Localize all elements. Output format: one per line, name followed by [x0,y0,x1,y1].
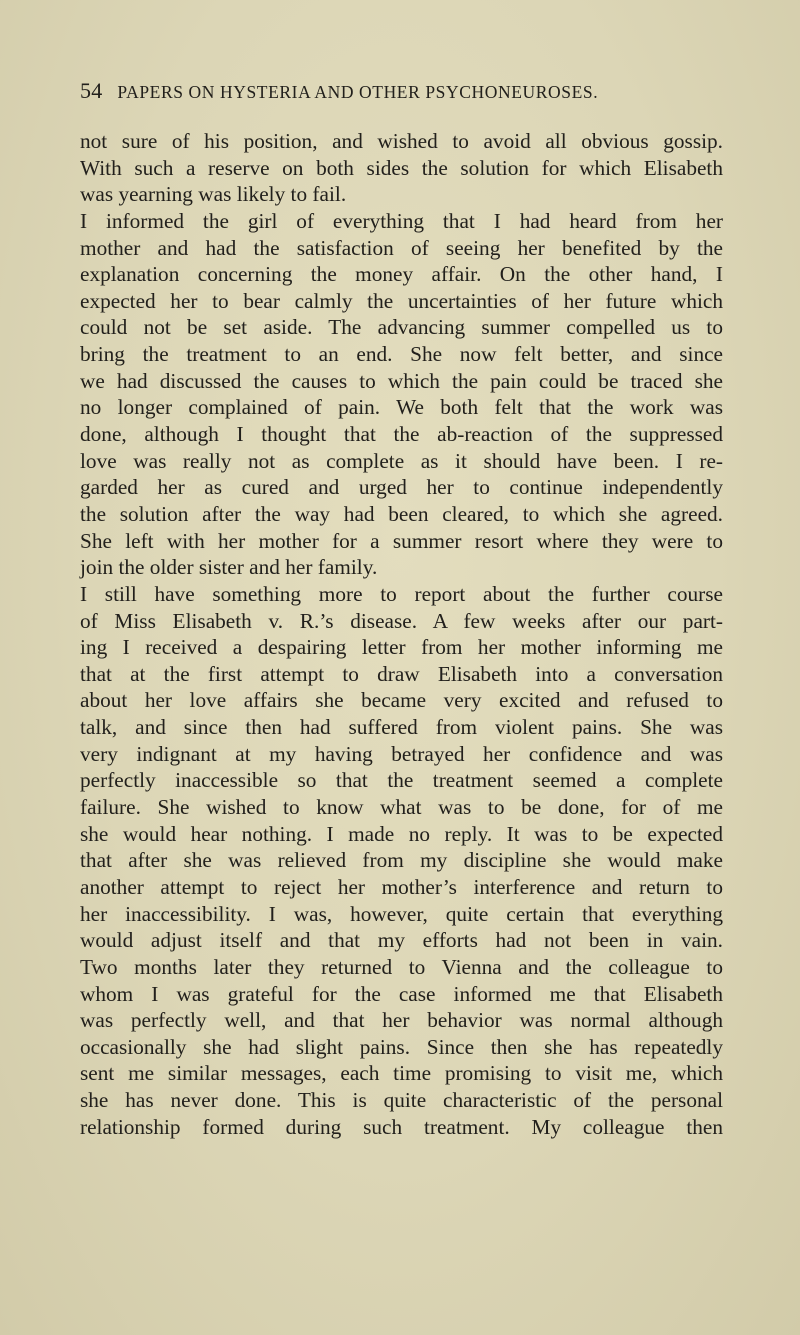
text-line: perfectly inaccessible so that the treatment seemed a complete [80,768,723,793]
text-line: was yearning was likely to fail. [80,182,347,207]
text-line: of Miss Elisabeth v. R.’s disease. A few weeks after our part- [80,608,723,633]
text-line: not sure of his position, and wished to avoid all obvious gossip. [80,129,723,153]
text-line: another attempt to reject her mother’s interference and return to [80,874,723,899]
text-line: With such a reserve on both sides the solution for which Elisabeth [80,155,723,180]
text-line: was perfectly well, and that her behavior was normal although [80,1008,723,1033]
text-line: mother and had the satisfaction of seeing her benefited by the [80,235,723,260]
text-line: the solution after the way had been cleared, to which she agreed. [80,501,723,526]
running-title: PAPERS ON HYSTERIA AND OTHER PSYCHONEUROSES. [117,82,599,102]
text-line: that at the first attempt to draw Elisabeth into a conversation [80,661,723,686]
text-line: whom I was grateful for the case informed me that Elisabeth [80,981,723,1006]
page-number: 54 [80,78,103,103]
text-line: we had discussed the causes to which the pain could be traced she [80,368,723,393]
text-line: ing I received a despairing letter from her mother informing me [80,635,723,660]
text-line: I still have something more to report about the further course [80,581,723,606]
text-line: that after she was relieved from my discipline she would make [80,848,723,873]
text-line: her inaccessibility. I was, however, quite certain that everything [80,901,723,926]
text-line: sent me similar messages, each time promising to visit me, which [80,1061,723,1086]
text-line: She left with her mother for a summer resort where they were to [80,528,723,553]
text-line: join the older sister and her family. [80,555,378,580]
text-line: done, although I thought that the ab-reaction of the suppressed [80,422,723,447]
text-line: could not be set aside. The advancing summer compelled us to [80,315,723,340]
text-line: no longer complained of pain. We both felt that the work was [80,395,723,420]
text-line: she has never done. This is quite characteristic of the personal [80,1088,723,1113]
text-line: garded her as cured and urged her to continue independently [80,475,723,500]
text-line: failure. She wished to know what was to be done, for of me [80,795,723,820]
text-line: she would hear nothing. I made no reply. It was to be expected [80,821,723,846]
running-head [80,78,730,104]
text-line: relationship formed during such treatment. My colleague then [80,1114,723,1139]
text-line: Two months later they returned to Vienna and the colleague to [80,954,723,979]
text-line: about her love affairs she became very excited and refused to [80,688,723,713]
text-line: bring the treatment to an end. She now felt better, and since [80,342,723,367]
text-line: I informed the girl of everything that I had heard from her [80,208,723,233]
text-line: love was really not as complete as it should have been. I re- [80,448,723,473]
text-line: explanation concerning the money affair. On the other hand, I [80,262,723,287]
text-line: very indignant at my having betrayed her confidence and was [80,741,723,766]
body-text [80,128,723,1140]
text-line: expected her to bear calmly the uncertainties of her future which [80,288,723,313]
text-line: occasionally she had slight pains. Since then she has repeatedly [80,1034,723,1059]
text-line: talk, and since then had suffered from violent pains. She was [80,715,723,740]
text-line: would adjust itself and that my efforts had not been in vain. [80,928,723,953]
